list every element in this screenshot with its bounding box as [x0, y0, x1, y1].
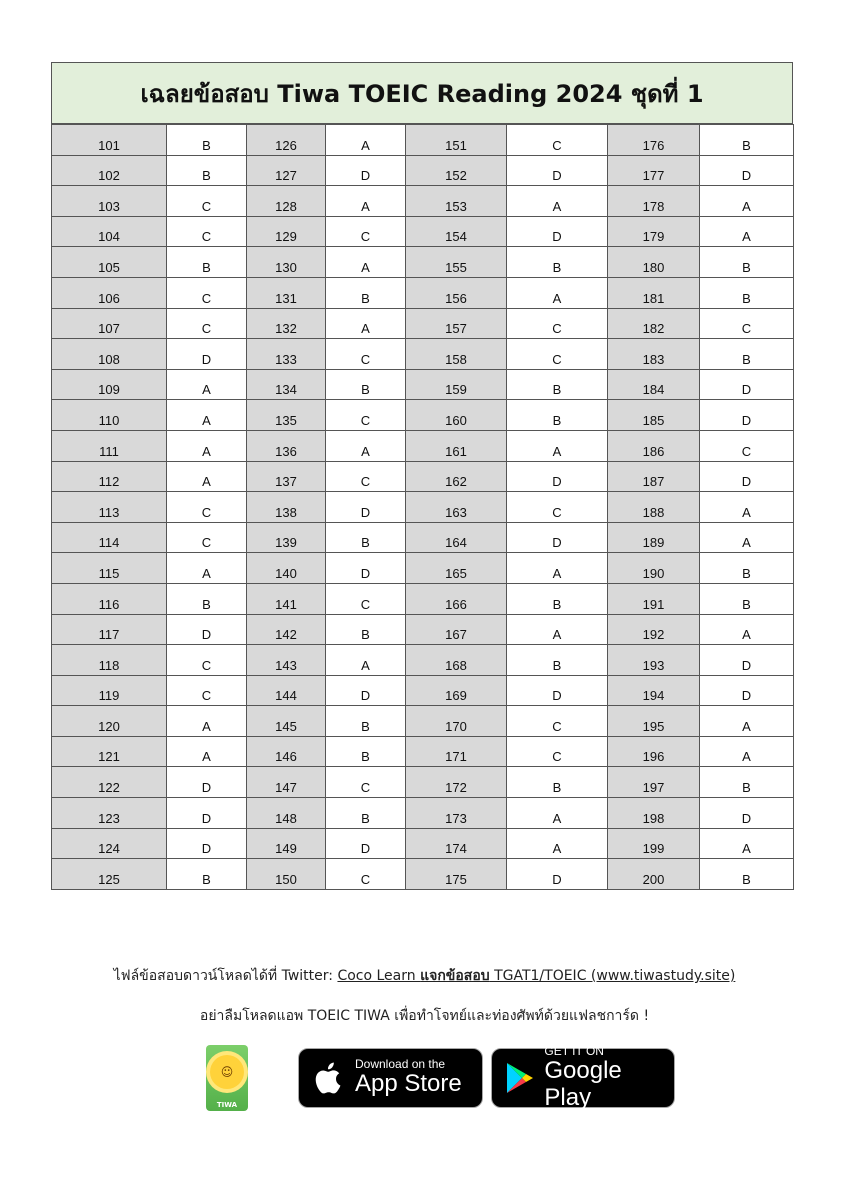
link-text-1: Coco Learn — [337, 968, 421, 984]
question-number-cell: 188 — [608, 492, 700, 523]
table-row — [52, 859, 794, 890]
question-number-cell: 138 — [247, 492, 326, 523]
tiwa-app-icon[interactable] — [206, 1045, 248, 1111]
answer-cell: B — [700, 339, 794, 370]
question-number-cell: 143 — [247, 645, 326, 676]
answer-cell: D — [326, 492, 406, 523]
answer-cell: D — [507, 155, 608, 186]
question-number-cell: 176 — [608, 125, 700, 156]
question-number-cell: 161 — [406, 430, 507, 461]
question-number-cell: 149 — [247, 828, 326, 859]
answer-cell: C — [326, 461, 406, 492]
question-number-cell: 196 — [608, 736, 700, 767]
question-number-cell: 160 — [406, 400, 507, 431]
answer-cell: C — [167, 216, 247, 247]
answer-cell: C — [326, 767, 406, 798]
answer-cell: A — [507, 828, 608, 859]
answer-cell: D — [167, 614, 247, 645]
question-number-cell: 136 — [247, 430, 326, 461]
answer-cell: B — [700, 767, 794, 798]
table-row — [52, 522, 794, 553]
question-number-cell: 157 — [406, 308, 507, 339]
answer-cell: A — [167, 461, 247, 492]
question-number-cell: 117 — [52, 614, 167, 645]
sun-mascot-icon: ☺ — [210, 1055, 244, 1089]
table-row — [52, 461, 794, 492]
answer-cell: A — [326, 645, 406, 676]
answer-cell: B — [507, 369, 608, 400]
answer-cell: C — [167, 277, 247, 308]
answer-cell: D — [700, 400, 794, 431]
answer-cell: B — [326, 369, 406, 400]
answer-cell: C — [167, 522, 247, 553]
question-number-cell: 127 — [247, 155, 326, 186]
question-number-cell: 179 — [608, 216, 700, 247]
table-row — [52, 339, 794, 370]
question-number-cell: 200 — [608, 859, 700, 890]
answer-cell: D — [700, 369, 794, 400]
answer-cell: D — [507, 859, 608, 890]
table-row — [52, 706, 794, 737]
question-number-cell: 124 — [52, 828, 167, 859]
answer-cell: B — [700, 277, 794, 308]
question-number-cell: 111 — [52, 430, 167, 461]
question-number-cell: 126 — [247, 125, 326, 156]
question-number-cell: 103 — [52, 186, 167, 217]
question-number-cell: 105 — [52, 247, 167, 278]
answer-cell: B — [167, 125, 247, 156]
answer-cell: A — [700, 522, 794, 553]
question-number-cell: 133 — [247, 339, 326, 370]
answer-cell: A — [507, 553, 608, 584]
question-number-cell: 118 — [52, 645, 167, 676]
question-number-cell: 175 — [406, 859, 507, 890]
question-number-cell: 114 — [52, 522, 167, 553]
question-number-cell: 151 — [406, 125, 507, 156]
question-number-cell: 123 — [52, 798, 167, 829]
answer-cell: C — [167, 675, 247, 706]
question-number-cell: 189 — [608, 522, 700, 553]
question-number-cell: 169 — [406, 675, 507, 706]
answer-cell: D — [326, 553, 406, 584]
question-number-cell: 182 — [608, 308, 700, 339]
question-number-cell: 180 — [608, 247, 700, 278]
answer-cell: D — [167, 828, 247, 859]
question-number-cell: 187 — [608, 461, 700, 492]
google-play-button[interactable] — [491, 1044, 675, 1111]
answer-cell: C — [326, 400, 406, 431]
apple-icon — [311, 1060, 347, 1096]
answer-cell: A — [326, 186, 406, 217]
answer-cell: B — [507, 247, 608, 278]
app-badges — [206, 1045, 675, 1111]
question-number-cell: 158 — [406, 339, 507, 370]
question-number-cell: 125 — [52, 859, 167, 890]
question-number-cell: 104 — [52, 216, 167, 247]
answer-cell: B — [326, 277, 406, 308]
table-row — [52, 155, 794, 186]
answer-cell: D — [700, 675, 794, 706]
answer-cell: B — [507, 767, 608, 798]
answer-cell: D — [167, 767, 247, 798]
answer-cell: C — [507, 706, 608, 737]
question-number-cell: 199 — [608, 828, 700, 859]
answer-cell: A — [507, 798, 608, 829]
question-number-cell: 146 — [247, 736, 326, 767]
answer-cell: D — [507, 216, 608, 247]
answer-cell: D — [326, 675, 406, 706]
question-number-cell: 181 — [608, 277, 700, 308]
answer-cell: B — [507, 583, 608, 614]
question-number-cell: 186 — [608, 430, 700, 461]
answer-cell: B — [167, 247, 247, 278]
table-row — [52, 369, 794, 400]
answer-cell: D — [700, 798, 794, 829]
question-number-cell: 128 — [247, 186, 326, 217]
answer-cell: A — [507, 430, 608, 461]
question-number-cell: 108 — [52, 339, 167, 370]
question-number-cell: 150 — [247, 859, 326, 890]
app-store-big-text: App Store — [355, 1070, 462, 1098]
table-row — [52, 247, 794, 278]
answer-cell: B — [326, 736, 406, 767]
answer-cell: B — [700, 583, 794, 614]
question-number-cell: 139 — [247, 522, 326, 553]
answer-cell: C — [507, 125, 608, 156]
answer-cell: A — [700, 736, 794, 767]
table-row — [52, 645, 794, 676]
question-number-cell: 106 — [52, 277, 167, 308]
question-number-cell: 174 — [406, 828, 507, 859]
question-number-cell: 140 — [247, 553, 326, 584]
question-number-cell: 165 — [406, 553, 507, 584]
answer-cell: D — [700, 645, 794, 676]
play-triangle-icon — [504, 1060, 536, 1096]
table-row — [52, 400, 794, 431]
answer-cell: A — [167, 706, 247, 737]
question-number-cell: 131 — [247, 277, 326, 308]
answer-cell: A — [167, 430, 247, 461]
question-number-cell: 163 — [406, 492, 507, 523]
question-number-cell: 121 — [52, 736, 167, 767]
question-number-cell: 168 — [406, 645, 507, 676]
table-row — [52, 308, 794, 339]
table-row — [52, 736, 794, 767]
question-number-cell: 110 — [52, 400, 167, 431]
question-number-cell: 148 — [247, 798, 326, 829]
question-number-cell: 162 — [406, 461, 507, 492]
answer-cell: A — [326, 125, 406, 156]
answer-cell: C — [326, 216, 406, 247]
answer-cell: C — [700, 430, 794, 461]
question-number-cell: 115 — [52, 553, 167, 584]
answer-cell: A — [700, 706, 794, 737]
answer-cell: A — [167, 736, 247, 767]
answer-cell: D — [507, 522, 608, 553]
question-number-cell: 192 — [608, 614, 700, 645]
answer-cell: B — [326, 614, 406, 645]
question-number-cell: 194 — [608, 675, 700, 706]
answer-cell: B — [326, 706, 406, 737]
question-number-cell: 122 — [52, 767, 167, 798]
question-number-cell: 147 — [247, 767, 326, 798]
question-number-cell: 119 — [52, 675, 167, 706]
answer-cell: B — [700, 247, 794, 278]
answer-cell: C — [167, 645, 247, 676]
question-number-cell: 142 — [247, 614, 326, 645]
answer-cell: D — [507, 675, 608, 706]
table-row — [52, 828, 794, 859]
answer-cell: A — [167, 400, 247, 431]
question-number-cell: 107 — [52, 308, 167, 339]
answer-cell: B — [507, 400, 608, 431]
question-number-cell: 153 — [406, 186, 507, 217]
app-promo-text: อย่าลืมโหลดแอพ TOEIC TIWA เพื่อทำโจทย์และท่องศัพท์ด้วยแฟลชการ์ด ! — [199, 1008, 650, 1024]
answer-sheet — [51, 62, 793, 890]
table-row — [52, 492, 794, 523]
app-icon-label: TIWA — [216, 1101, 238, 1109]
question-number-cell: 172 — [406, 767, 507, 798]
question-number-cell: 178 — [608, 186, 700, 217]
answer-cell: C — [326, 583, 406, 614]
download-note — [0, 965, 849, 987]
answer-cell: B — [700, 859, 794, 890]
question-number-cell: 129 — [247, 216, 326, 247]
question-number-cell: 101 — [52, 125, 167, 156]
table-row — [52, 277, 794, 308]
question-number-cell: 134 — [247, 369, 326, 400]
answer-cell: D — [700, 461, 794, 492]
answer-cell: A — [700, 492, 794, 523]
question-number-cell: 190 — [608, 553, 700, 584]
answer-cell: A — [167, 553, 247, 584]
answer-cell: D — [700, 155, 794, 186]
link-text-2: แจกข้อสอบ — [420, 968, 490, 984]
answer-cell: A — [700, 614, 794, 645]
question-number-cell: 102 — [52, 155, 167, 186]
question-number-cell: 154 — [406, 216, 507, 247]
answer-cell: D — [326, 828, 406, 859]
answer-cell: A — [700, 186, 794, 217]
question-number-cell: 167 — [406, 614, 507, 645]
answer-cell: C — [507, 736, 608, 767]
question-number-cell: 132 — [247, 308, 326, 339]
question-number-cell: 183 — [608, 339, 700, 370]
answer-cell: B — [167, 155, 247, 186]
app-store-small-text: Download on the — [355, 1057, 446, 1072]
answer-cell: A — [326, 247, 406, 278]
question-number-cell: 191 — [608, 583, 700, 614]
question-number-cell: 145 — [247, 706, 326, 737]
answer-cell: A — [507, 186, 608, 217]
answer-cell: A — [700, 216, 794, 247]
answer-cell: B — [326, 798, 406, 829]
answer-cell: C — [700, 308, 794, 339]
answer-cell: B — [167, 583, 247, 614]
table-row — [52, 125, 794, 156]
question-number-cell: 184 — [608, 369, 700, 400]
table-row — [52, 186, 794, 217]
answer-cell: B — [700, 553, 794, 584]
question-number-cell: 159 — [406, 369, 507, 400]
table-row — [52, 553, 794, 584]
table-row — [52, 675, 794, 706]
answer-cell: C — [507, 492, 608, 523]
answer-cell: D — [507, 461, 608, 492]
answer-cell: B — [700, 125, 794, 156]
answer-cell: A — [700, 828, 794, 859]
answer-cell: A — [507, 614, 608, 645]
question-number-cell: 195 — [608, 706, 700, 737]
question-number-cell: 185 — [608, 400, 700, 431]
question-number-cell: 120 — [52, 706, 167, 737]
answer-cell: A — [326, 308, 406, 339]
question-number-cell: 141 — [247, 583, 326, 614]
table-row — [52, 614, 794, 645]
question-number-cell: 177 — [608, 155, 700, 186]
question-number-cell: 137 — [247, 461, 326, 492]
table-row — [52, 430, 794, 461]
app-store-button[interactable] — [298, 1048, 483, 1108]
page-title: เฉลยข้อสอบ Tiwa TOEIC Reading 2024 ชุดที่ 1 — [51, 62, 793, 124]
answer-cell: B — [167, 859, 247, 890]
question-number-cell: 112 — [52, 461, 167, 492]
answer-cell: A — [167, 369, 247, 400]
answer-cell: D — [326, 155, 406, 186]
question-number-cell: 155 — [406, 247, 507, 278]
question-number-cell: 171 — [406, 736, 507, 767]
question-number-cell: 144 — [247, 675, 326, 706]
answer-cell: C — [167, 308, 247, 339]
question-number-cell: 197 — [608, 767, 700, 798]
question-number-cell: 164 — [406, 522, 507, 553]
question-number-cell: 116 — [52, 583, 167, 614]
question-number-cell: 152 — [406, 155, 507, 186]
table-row — [52, 767, 794, 798]
table-row — [52, 583, 794, 614]
answer-key-table — [51, 124, 794, 890]
question-number-cell: 135 — [247, 400, 326, 431]
question-number-cell: 170 — [406, 706, 507, 737]
question-number-cell: 173 — [406, 798, 507, 829]
answer-cell: A — [507, 277, 608, 308]
answer-cell: C — [507, 339, 608, 370]
answer-cell: B — [326, 522, 406, 553]
google-play-small-text: GET IT ON — [544, 1044, 604, 1059]
twitter-link[interactable] — [337, 968, 735, 984]
answer-cell: C — [167, 492, 247, 523]
question-number-cell: 156 — [406, 277, 507, 308]
answer-cell: B — [507, 645, 608, 676]
answer-cell: C — [507, 308, 608, 339]
answer-key-body — [52, 125, 794, 890]
question-number-cell: 198 — [608, 798, 700, 829]
answer-cell: C — [326, 339, 406, 370]
answer-cell: D — [167, 339, 247, 370]
answer-cell: D — [167, 798, 247, 829]
question-number-cell: 166 — [406, 583, 507, 614]
download-prefix: ไฟล์ข้อสอบดาวน์โหลดได้ที่ Twitter: — [113, 968, 338, 984]
question-number-cell: 130 — [247, 247, 326, 278]
link-text-3: TGAT1/TOEIC (www.tiwastudy.site) — [489, 968, 736, 984]
google-play-big-text: Google Play — [544, 1057, 622, 1111]
question-number-cell: 113 — [52, 492, 167, 523]
answer-cell: C — [326, 859, 406, 890]
table-row — [52, 798, 794, 829]
answer-cell: A — [326, 430, 406, 461]
table-row — [52, 216, 794, 247]
question-number-cell: 193 — [608, 645, 700, 676]
answer-cell: C — [167, 186, 247, 217]
question-number-cell: 109 — [52, 369, 167, 400]
